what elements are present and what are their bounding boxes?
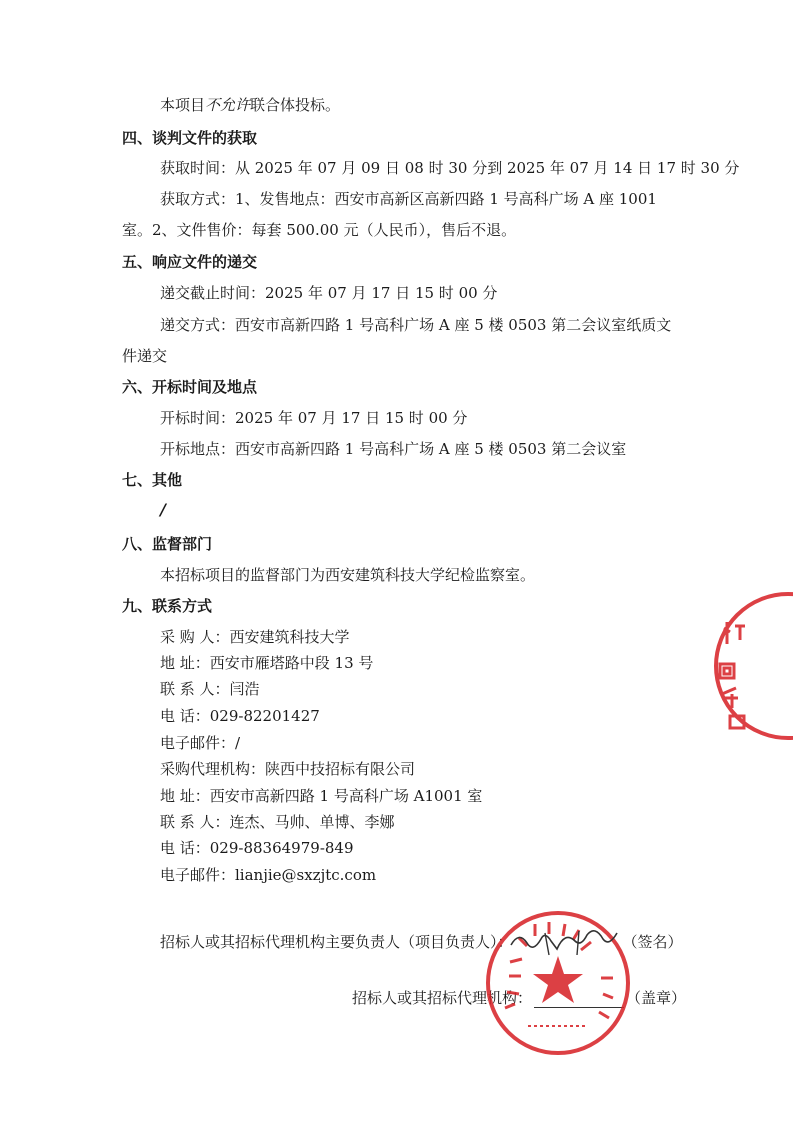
agency-email: 电子邮件：lianjie@sxzjtc.com (160, 866, 377, 884)
intro-line (160, 95, 340, 115)
obtain-time: 获取时间：从 2025 年 07 月 09 日 08 时 30 分到 2025 年 07 月 14 日 17 时 30 分 (160, 159, 740, 177)
agency-address: 地 址：西安市高新四路 1 号高科广场 A1001 室 (160, 787, 483, 805)
section-6-heading: 六、开标时间及地点 (122, 378, 258, 396)
seal-label: 招标人或其招标代理机构： (352, 989, 533, 1007)
opening-time: 开标时间：2025 年 07 月 17 日 15 时 00 分 (160, 409, 468, 427)
submit-deadline: 递交截止时间：2025 年 07 月 17 日 15 时 00 分 (160, 284, 498, 302)
intro-text: 本项目 (160, 96, 206, 114)
intro-emphasis: 不允许 (205, 96, 251, 114)
intro-text-end: 联合体投标。 (250, 96, 341, 114)
section-9-heading: 九、联系方式 (122, 597, 213, 615)
partial-seal-stamp (700, 588, 793, 748)
obtain-method-line2: 室。2、文件售价：每套 500.00 元（人民币），售后不退。 (122, 221, 517, 239)
agency-contact: 联 系 人：连杰、马帅、单博、李娜 (160, 813, 395, 831)
supervision-text: 本招标项目的监督部门为西安建筑科技大学纪检监察室。 (160, 566, 536, 584)
section-5-heading: 五、响应文件的递交 (122, 253, 258, 271)
submit-method-line2: 件递交 (122, 347, 168, 365)
purchaser-email: 电子邮件：/ (160, 734, 241, 752)
purchaser-phone: 电 话：029-82201427 (160, 707, 320, 725)
other-content: / (160, 500, 166, 519)
agency-phone: 电 话：029-88364979-849 (160, 839, 354, 857)
opening-place: 开标地点：西安市高新四路 1 号高科广场 A 座 5 楼 0503 第二会议室 (160, 440, 627, 458)
purchaser-contact: 联 系 人：闫浩 (160, 680, 260, 698)
obtain-method-line1: 获取方式：1、发售地点：西安市高新区高新四路 1 号高科广场 A 座 1001 (160, 190, 657, 208)
agency-line: 采购代理机构：陕西中技招标有限公司 (160, 760, 416, 778)
section-8-heading: 八、监督部门 (122, 535, 213, 553)
signature-label: 招标人或其招标代理机构主要负责人（项目负责人）： (160, 933, 513, 951)
section-7-heading: 七、其他 (122, 471, 183, 489)
submit-method-line1: 递交方式：西安市高新四路 1 号高科广场 A 座 5 楼 0503 第二会议室纸质文 (160, 316, 672, 334)
seal-suffix: （盖章） (626, 989, 687, 1007)
handwritten-signature (505, 925, 625, 961)
purchaser-address: 地 址：西安市雁塔路中段 13 号 (160, 654, 374, 672)
signature-suffix: （签名） (622, 933, 683, 951)
purchaser-line: 采 购 人：西安建筑科技大学 (160, 628, 350, 646)
section-4-heading: 四、谈判文件的获取 (122, 129, 258, 147)
